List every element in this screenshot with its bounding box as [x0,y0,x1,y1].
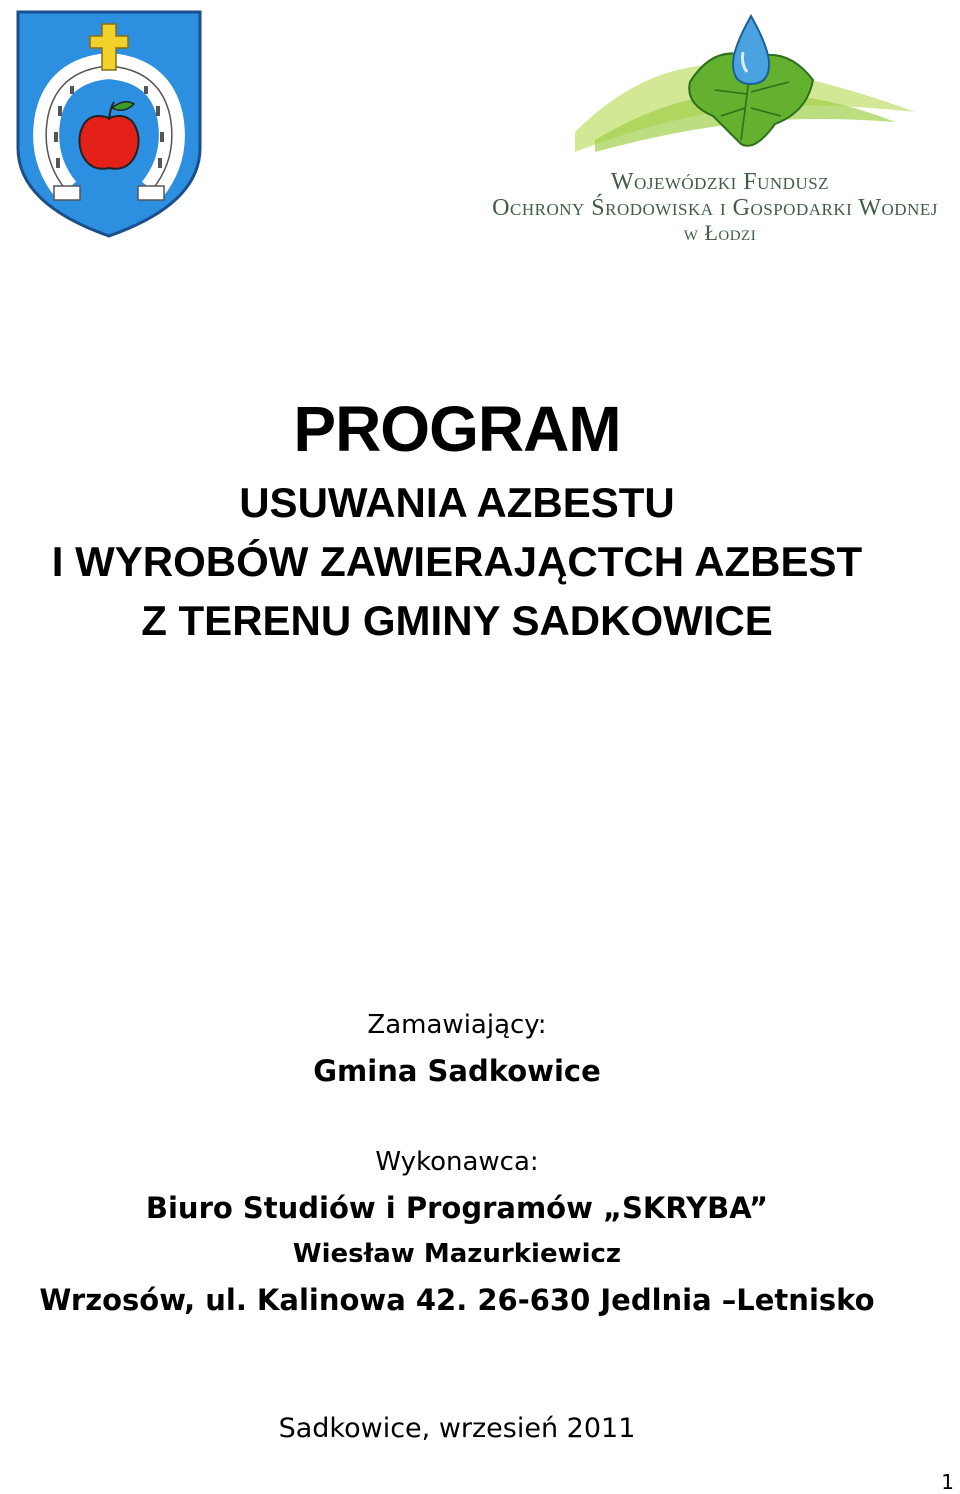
subtitle-line-3: Z TERENU GMINY SADKOWICE [141,597,773,644]
place-and-date: Sadkowice, wrzesień 2011 [278,1413,636,1444]
client-label: Zamawiający: [367,1010,547,1040]
contractor-label: Wykonawca: [375,1147,539,1177]
subtitle-line-2: I WYROBÓW ZAWIERAJĄCTCH AZBEST [51,538,863,585]
document-title: PROGRAM [293,393,621,465]
subtitle-line-1: USUWANIA AZBESTU [239,479,675,526]
fund-name-line-3: w Łodzi [683,220,757,245]
client-name: Gmina Sadkowice [313,1054,601,1088]
contractor-person: Wiesław Mazurkiewicz [292,1239,622,1269]
page-number: 1 [941,1470,954,1494]
fund-name-line-1: Wojewódzki Fundusz [610,169,830,195]
fund-leaf-drop-logo [575,12,915,162]
coat-of-arms-logo [14,8,204,240]
fund-name-line-2: Ochrony Środowiska i Gospodarki Wodnej [492,195,938,221]
contractor-address: Wrzosów, ul. Kalinowa 42. 26-630 Jedlnia –Letnisko [39,1283,875,1317]
contractor-name: Biuro Studiów i Programów „SKRYBA” [145,1191,769,1225]
